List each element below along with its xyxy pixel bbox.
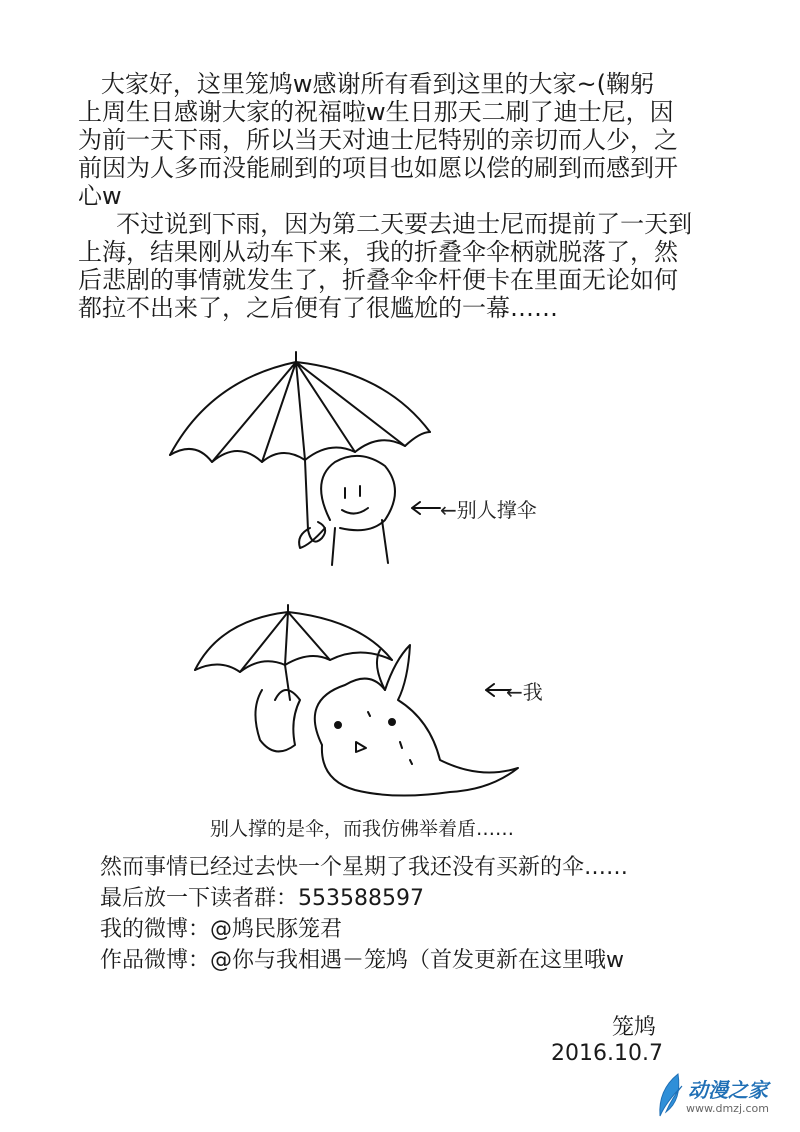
umbrella-icon [170, 352, 430, 542]
arrow-icon [412, 502, 510, 696]
signature-name: 笼鸠 [612, 1015, 657, 1040]
illustration-caption: 别人撑的是伞，而我仿佛举着盾…… [210, 818, 515, 840]
signature-date: 2016.10.7 [551, 1041, 663, 1066]
label-me: ←我 [506, 680, 543, 704]
label-others-umbrella: ←别人撑伞 [440, 498, 537, 522]
feather-logo-icon [652, 1072, 686, 1122]
watermark-url: www.dmzj.com [686, 1102, 769, 1115]
note-line-weibo: 我的微博：@鸠民豚笼君 [100, 917, 343, 942]
bird-figure [255, 645, 518, 796]
person-figure [299, 456, 395, 565]
watermark-title: 动漫之家 [688, 1078, 768, 1102]
note-line-work-weibo: 作品微博：@你与我相遇－笼鸠（首发更新在这里哦w [100, 948, 624, 973]
note-line-umbrella: 然而事情已经过去快一个星期了我还没有买新的伞…… [100, 855, 629, 880]
site-watermark [652, 1072, 792, 1124]
intro-paragraph: 大家好，这里笼鸠w感谢所有看到这里的大家~(鞠躬 上周生日感谢大家的祝福啦w生日那天二刷了迪士尼，因 为前一天下雨，所以当天对迪士尼特别的亲切而人少，之 前因为人多而没能刷到的项目也如愿以偿的刷到而感到开 心w [78, 70, 678, 210]
story-paragraph: 不过说到下雨，因为第二天要去迪士尼而提前了一天到 上海，结果刚从动车下来，我的折叠伞伞柄就脱落了，然 后悲剧的事情就发生了，折叠伞伞杆便卡在里面无论如何 都拉不出来了，之后便有了很尴尬的一幕…… [78, 210, 693, 322]
note-line-reader-group: 最后放一下读者群：553588597 [100, 886, 424, 911]
shield-umbrella-icon [195, 605, 392, 700]
